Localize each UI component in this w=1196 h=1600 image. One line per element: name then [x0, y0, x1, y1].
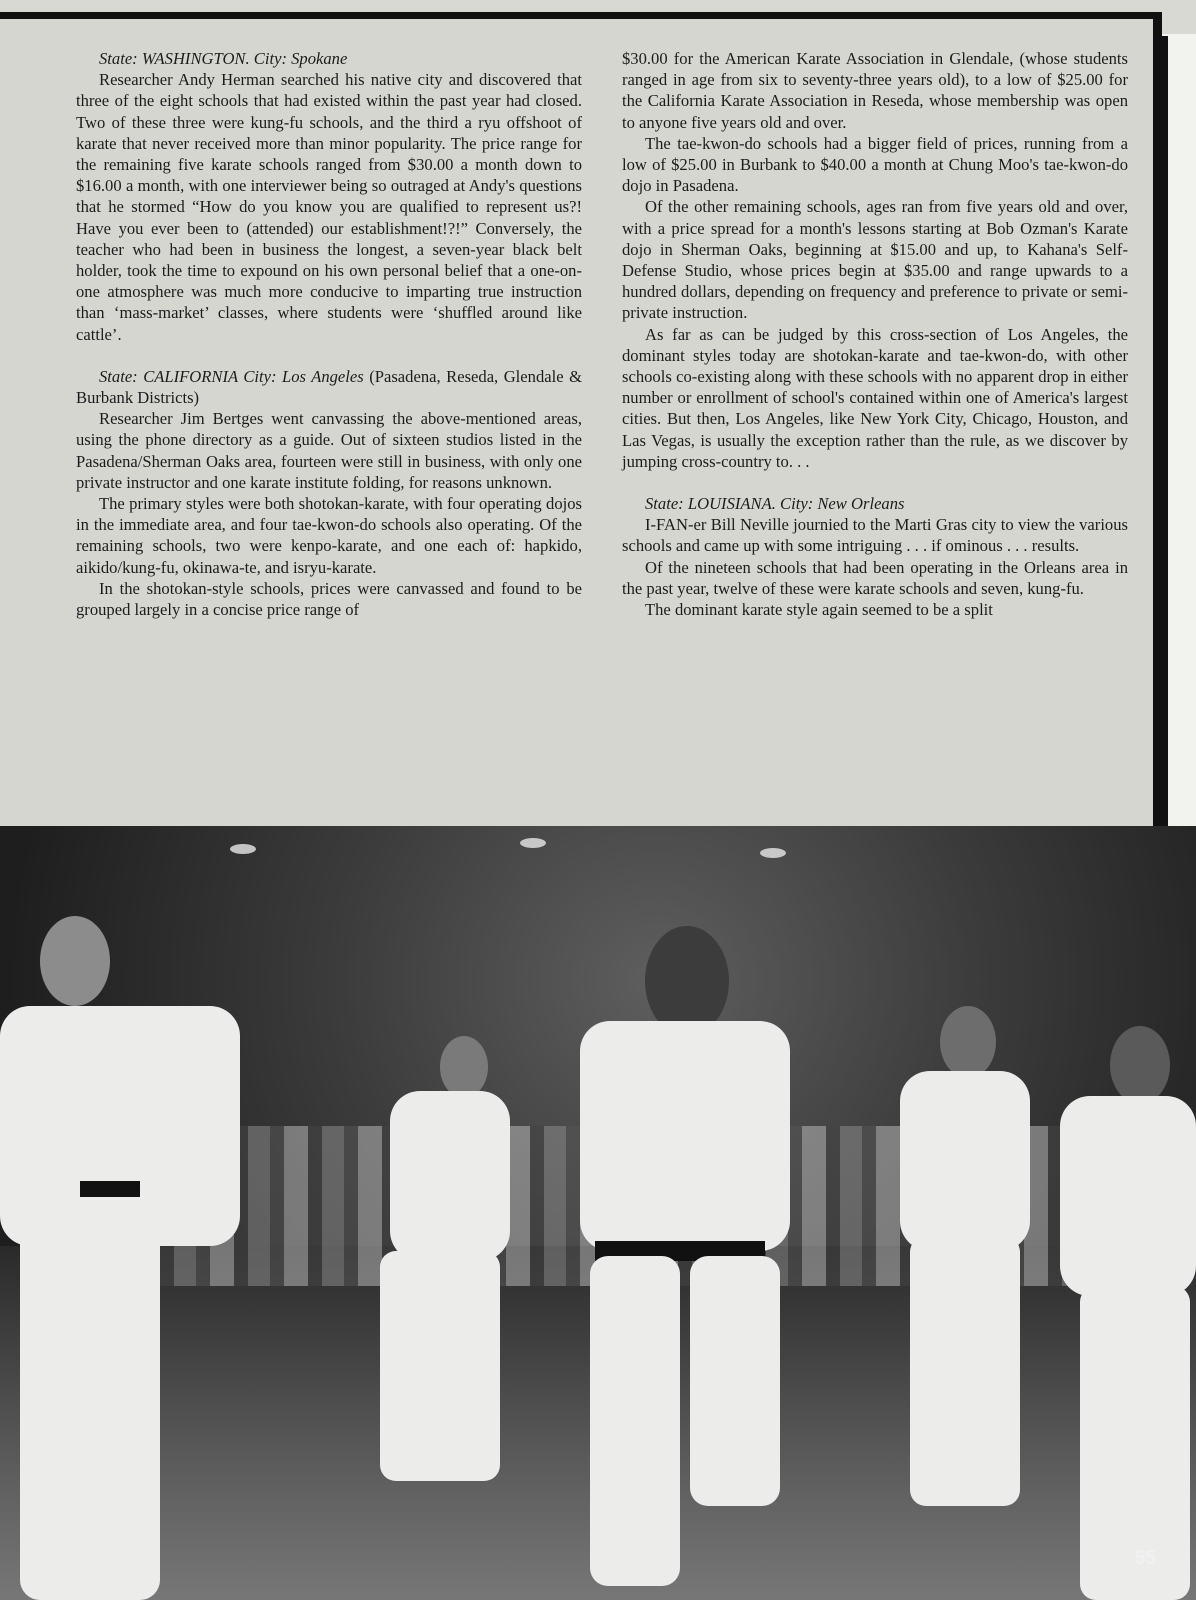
section-heading	[76, 48, 582, 69]
student-left-foreground	[0, 886, 260, 1600]
ceiling-light	[520, 838, 546, 848]
section-heading-text: State: CALIFORNIA City: Los Angeles	[99, 366, 364, 386]
paragraph: The tae-kwon-do schools had a bigger field of prices, running from a low of $25.00 in Burbank to $40.00 a month at Chung Moo's tae-kwon-do dojo in Pasadena.	[622, 133, 1128, 196]
paragraph: Researcher Andy Herman searched his native city and discovered that three of the eight schools that had existed within the past year had closed. Two of these three were kung-fu schools, and the third a ryu offshoot of karate that never received more than minor popularity. The price range for the remaining five karate schools ranged from $30.00 a month down to $16.00 a month, with one interviewer being so outraged at Andy's questions that he stormed “How do you know you are qualified to represent us?! Have you ever been to (attended) our establishment!?!” Conversely, the teacher who had been in business the longest, a seven-year black belt holder, took the time to expound on his own personal belief that a one-on-one atmosphere was much more conducive to imparting true instruction than ‘mass-market’ classes, where students were ‘shuffled around like cattle’.	[76, 70, 582, 344]
paragraph: Researcher Jim Bertges went canvassing the above-mentioned areas, using the phone directory as a guide. Out of sixteen studios listed in the Pasadena/Sherman Oaks area, fourteen were still in business, with only one private instructor and one karate institute folding, for reasons unknown.	[76, 409, 582, 492]
section-heading	[622, 493, 1128, 514]
paragraph-continued: $30.00 for the American Karate Association in Glendale, (whose students ranged in age from six to seventy-three years old), to a low of $25.00 for the California Karate Association in Reseda, whose membership was open to anyone five years old and over.	[622, 49, 1128, 132]
student-right	[890, 1006, 1040, 1506]
right-text-column	[622, 48, 1128, 620]
student-mid-left	[370, 1036, 520, 1486]
section-heading-detail: (Pasadena, Reseda, Glendale & Burbank Districts)	[76, 366, 582, 408]
page-number: 55	[1134, 1548, 1156, 1569]
instructor-center-foreground	[540, 926, 800, 1600]
paragraph: In the shotokan-style schools, prices were canvassed and found to be grouped largely in a concise price range of	[76, 578, 582, 620]
paragraph: The dominant karate style again seemed to be a split	[645, 600, 993, 620]
paragraph: As far as can be judged by this cross-section of Los Angeles, the dominant styles today are shotokan-karate and tae-kwon-do, with other schools co-existing along with these schools with no apparent drop in either number or enrollment of school's contained within one of America's largest cities. But then, Los Angeles, like New York City, Chicago, Houston, and Las Vegas, is usually the exception rather than the rule, as we discover by jumping cross-country to. . .	[622, 324, 1128, 471]
paragraph: The primary styles were both shotokan-karate, with four operating dojos in the immediate area, and four tae-kwon-do schools also operating. Of the remaining schools, two were kenpo-karate, and one each of: hapkido, aikido/kung-fu, okinawa-te, and isryu-karate.	[76, 494, 582, 577]
paragraph: Of the nineteen schools that had been operating in the Orleans area in the past year, twelve of these were karate schools and seven, kung-fu.	[622, 557, 1128, 598]
section-heading-text: State: LOUISIANA. City: New Orleans	[645, 494, 905, 514]
ceiling-light	[230, 844, 256, 854]
section-heading	[76, 366, 582, 408]
karate-class-photo	[0, 826, 1196, 1600]
section-heading-text: State: WASHINGTON. City: Spokane	[99, 49, 348, 68]
left-text-column	[76, 48, 582, 620]
paragraph: Of the other remaining schools, ages ran from five years old and over, with a price spread for a month's lessons starting at Bob Ozman's Karate dojo in Sherman Oaks, beginning at $15.00 and up, to Kahana's Self-Defense Studio, whose prices begin at $35.00 and range upwards to a hundred dollars, depending on frequency and preference to private or semi-private instruction.	[622, 197, 1128, 323]
ceiling-light	[760, 848, 786, 858]
paragraph: I-FAN-er Bill Neville journied to the Marti Gras city to view the various schools and came up with some intriguing . . . if ominous . . . results.	[622, 515, 1128, 556]
paragraph-gap	[622, 472, 1128, 493]
paragraph-gap	[76, 345, 582, 366]
student-right-edge	[1060, 1026, 1196, 1600]
